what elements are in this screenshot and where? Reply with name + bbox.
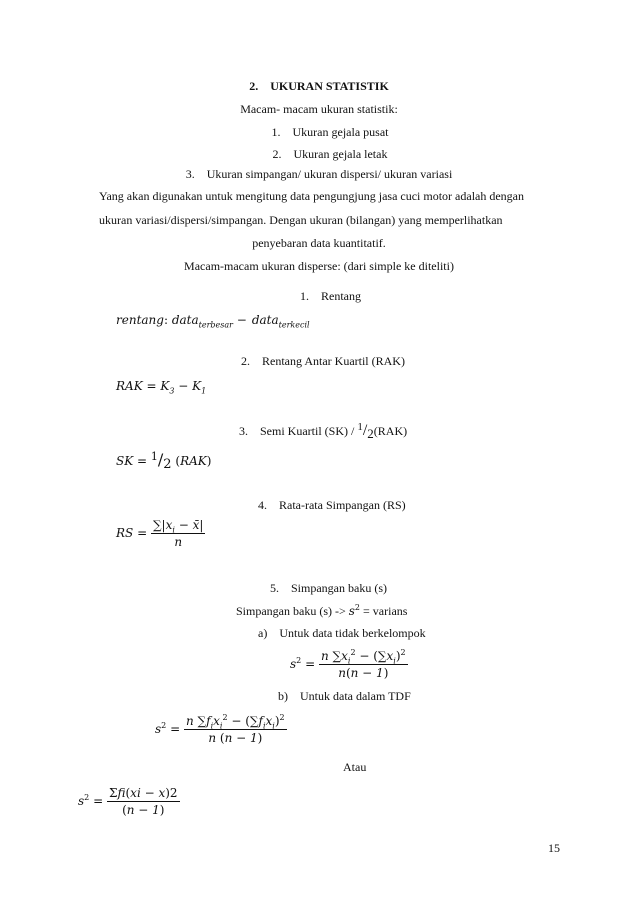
item-rs: 4. Rata-rata Simpangan (RS) [258,498,406,512]
item-rak: 2. Rentang Antar Kuartil (RAK) [241,354,405,368]
sb-prefix: Simpangan baku (s) -> [236,604,349,618]
formula-variance-ungrouped: $s^2$ = $\frac{n \sum x_i^2 - (\sum x_i)^2}{n(n - 1)}$ [290,648,406,680]
atau-text: Atau [343,760,367,774]
paragraph-line: Yang akan digunakan untuk mengitung data pengungjung jasa cuci motor adalah dengan [99,189,525,203]
dispersion-intro: Macam-macam ukuran disperse: (dari simple ke diteliti) [184,259,454,273]
section-heading: 2. UKURAN STATISTIK [249,79,389,93]
subitem-a: a) Untuk data tidak berkelompok [258,626,426,640]
page-number: 15 [548,841,560,855]
item-sk-label: 3. Semi Kuartil (SK) / [239,424,358,438]
formula-variance-tdf: $s^2$ = $\frac{n \sum f_ix_i^2 - (\sum f_ix_i)^2}{n (n - 1)}$ [155,713,285,745]
item-sk-suffix: (RAK) [373,424,408,438]
intro-text: Macam- macam ukuran statistik: [240,102,398,116]
sb-suffix: = varians [360,604,408,618]
item-rentang: 1. Rentang [300,289,361,303]
formula-rentang: rentang: data$_{terbesar}$ − data$_{terkecil}$ [116,313,310,330]
formula-rak: RAK = $K_3 - K_1$ [116,379,207,396]
formula-variance-alt: $s^2$ = $\frac{\text{Σfi(xi − x)2}}{(n - 1)}$ [78,786,178,817]
subitem-b: b) Untuk data dalam TDF [278,689,411,703]
half-fraction: 1/2 [357,421,374,441]
list-item: 1. Ukuran gejala pusat [271,125,389,139]
sb-line: Simpangan baku $(s) -> s^2$ = varians [236,603,408,618]
paragraph-line: ukuran variasi/dispersi/simpangan. Dengan ukuran (bilangan) yang memperlihatkan [99,213,503,227]
formula-rs: RS = $\frac{\sum|x_i - x̄|}{n}$ [116,518,204,549]
formula-sk: SK = 1/2 (RAK) [116,450,212,472]
paragraph-line: penyebaran data kuantitatif. [252,236,386,250]
item-sb: 5. Simpangan baku (s) [270,581,387,595]
list-item: 2. Ukuran gejala letak [272,147,388,161]
item-sk [239,423,407,440]
list-item: 3. Ukuran simpangan/ ukuran dispersi/ ukuran variasi [185,167,453,181]
